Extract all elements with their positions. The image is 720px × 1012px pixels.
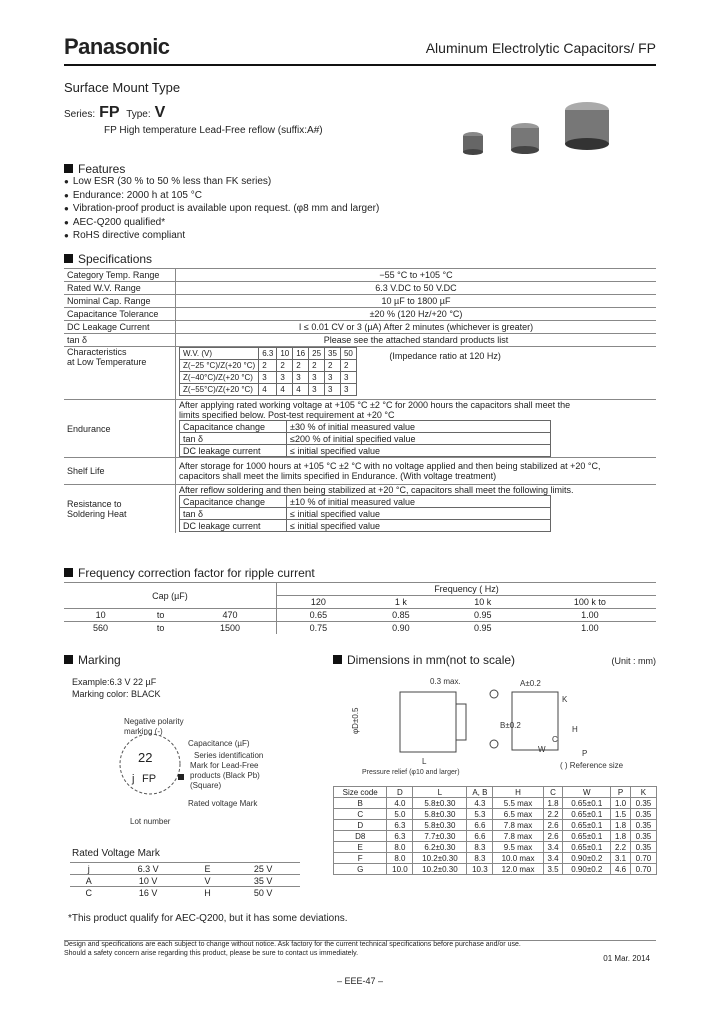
table-row: Capacitance Tolerance ±20 % (120 Hz/+20 °C) xyxy=(64,308,656,321)
frequency-heading: Frequency correction factor for ripple current xyxy=(64,566,315,580)
svg-text:K: K xyxy=(562,695,568,704)
table-row: Rated W.V. Range 6.3 V.DC to 50 V.DC xyxy=(64,282,656,295)
low-temp-table: W.V. (V) 6.3 10 16 25 35 50 Z(−25 °C)/Z(+20 °C) 2 2 2 2 2 2 Z(−40°C)/Z(+20 °C) 3 3 3 3 3 3 Z(−55°C)/Z(+20 °C) 4 4 4 3 3 3 xyxy=(179,347,357,396)
table-row: G 10.0 10.2±0.30 10.3 12.0 max 3.5 0.90±0.2 4.6 0.70 xyxy=(334,864,657,875)
specifications-table xyxy=(64,268,656,533)
table-row: F 8.0 10.2±0.30 8.3 10.0 max 3.4 0.90±0.2 3.1 0.70 xyxy=(334,853,657,864)
table-row: C 5.0 5.8±0.30 5.3 6.5 max 2.2 0.65±0.1 1.5 0.35 xyxy=(334,809,657,820)
table-row: B 4.0 5.8±0.30 4.3 5.5 max 1.8 0.65±0.1 1.0 0.35 xyxy=(334,798,657,809)
issue-date: 01 Mar. 2014 xyxy=(603,954,650,963)
marking-heading: Marking xyxy=(64,653,121,667)
svg-text:marking (-): marking (-) xyxy=(124,727,163,736)
svg-text:C: C xyxy=(552,735,558,744)
table-row: D 6.3 5.8±0.30 6.6 7.8 max 2.6 0.65±0.1 1.8 0.35 xyxy=(334,820,657,831)
dimension-diagram xyxy=(340,672,656,776)
svg-text:0.3 max.: 0.3 max. xyxy=(430,677,461,686)
table-row: D8 6.3 7.7±0.30 6.6 7.8 max 2.6 0.65±0.1 1.8 0.35 xyxy=(334,831,657,842)
list-item: ● Vibration-proof product is available upon request. (φ8 mm and larger) xyxy=(64,202,379,216)
page-number: – EEE-47 – xyxy=(336,976,384,986)
table-row: Shelf Life After storage for 1000 hours at +105 °C ±2 °C with no voltage applied and then being stabilized at +20 °C, capacitors shall meet the limits specified in Endurance. (With voltage treatment) xyxy=(64,458,656,485)
svg-text:FP: FP xyxy=(142,773,157,785)
brand-logo: Panasonic xyxy=(64,34,170,59)
table-row: A 10 V V 35 V xyxy=(70,875,300,887)
list-item: ● Endurance: 2000 h at 105 °C xyxy=(64,189,379,203)
dimensions-table: Size code D L A, B H C W P K B 4.0 5.8±0.30 4.3 5.5 max 1.8 0.65±0.1 1.0 0.35 C 5.0 5.8±0.30 5.3 6.5 max 2.2 0.65±0.1 1.5 0.35 D 6.3 5.8±0.30 6.6 7.8 max 2.6 0.65±0.1 1.8 0.35 D8 6.3 7.7±0.30 6.6 7.8 max 2.6 0.65±0.1 1.8 0.35 E 8.0 6.2±0.30 8.3 9.5 max 3.4 0.65±0.1 2.2 0.35 F 8.0 10.2±0.30 8.3 10.0 max 3.4 0.90±0.2 3.1 0.70 G 10.0 10.2±0.30 10.3 12.0 max 3.5 0.90±0.2 4.6 0.70 xyxy=(333,786,657,875)
table-row: tan δ Please see the attached standard products list xyxy=(64,334,656,347)
table-row: Category Temp. Range −55 °C to +105 °C xyxy=(64,269,656,282)
svg-text:Negative polarity: Negative polarity xyxy=(124,717,184,726)
frequency-table: Cap (µF) Frequency ( Hz) 120 1 k 10 k 100 k to 10 to 470 0.65 0.85 0.95 1.00 560 to 1500 0.75 0.90 0.95 1.00 xyxy=(64,582,656,634)
table-row: Endurance After applying rated working voltage at +105 °C ±2 °C for 2000 hours the capacitors shall meet the limits specified below. Post-test requirement at +20 °C Capacitance change ±30 % of initial measured value tan δ ≤200 % of initial specified value DC leakage current ≤ initial specified value xyxy=(64,400,656,458)
svg-text:j: j xyxy=(132,773,135,785)
table-row: Resistance to Soldering Heat After reflow soldering and then being stabilized at +20 °C, capacitors shall meet the following limits. Capacitance change ±10 % of initial measured value tan δ ≤ initial specified value DC leakage current ≤ initial specified value xyxy=(64,485,656,534)
svg-text:P: P xyxy=(582,749,588,758)
svg-text:Series identification: Series identification xyxy=(194,751,264,760)
svg-text:Pressure relief (φ10 and large: Pressure relief (φ10 and larger) xyxy=(362,769,460,776)
aec-note: *This product qualify for AEC-Q200, but it has some deviations. xyxy=(68,913,348,924)
specifications-heading: Specifications xyxy=(64,252,152,266)
svg-text:products (Black Pb): products (Black Pb) xyxy=(190,771,260,780)
svg-text:φD±0.5: φD±0.5 xyxy=(351,707,360,734)
table-row: 560 to 1500 0.75 0.90 0.95 1.00 xyxy=(64,622,656,635)
features-heading: Features xyxy=(64,162,125,176)
rated-voltage-heading: Rated Voltage Mark xyxy=(72,848,160,859)
table-row: j 6.3 V E 25 V xyxy=(70,863,300,875)
table-row: DC Leakage Current I ≤ 0.01 CV or 3 (µA) After 2 minutes (whichever is greater) xyxy=(64,321,656,334)
list-item: ● AEC-Q200 qualified* xyxy=(64,216,379,230)
marking-diagram xyxy=(110,716,300,836)
marking-example: Example:6.3 V 22 µF Marking color: BLACK xyxy=(72,677,161,699)
table-row: E 8.0 6.2±0.30 8.3 9.5 max 3.4 0.65±0.1 2.2 0.35 xyxy=(334,842,657,853)
svg-text:Lot number: Lot number xyxy=(130,817,171,826)
unit-label: (Unit : mm) xyxy=(611,656,656,666)
product-photo xyxy=(455,92,625,162)
product-subtitle: FP High temperature Lead-Free reflow (suffix:A#) xyxy=(104,125,323,136)
table-row: C 16 V H 50 V xyxy=(70,887,300,899)
type-heading: Surface Mount Type xyxy=(64,80,181,95)
dimensions-heading: Dimensions in mm(not to scale) xyxy=(333,653,515,667)
svg-text:A±0.2: A±0.2 xyxy=(520,679,541,688)
svg-text:22: 22 xyxy=(138,750,153,765)
soldering-table: Capacitance change ±10 % of initial measured value tan δ ≤ initial specified value DC leakage current ≤ initial specified value xyxy=(179,495,551,532)
series-line: Series: FP Type: V xyxy=(64,104,166,121)
table-row: Nominal Cap. Range 10 µF to 1800 µF xyxy=(64,295,656,308)
svg-text:Rated voltage Mark: Rated voltage Mark xyxy=(188,799,258,808)
svg-text:L: L xyxy=(422,757,427,766)
table-row: Characteristics at Low Temperature W.V. (V) 6.3 10 16 25 35 50 Z(−25 °C)/Z(+20 °C) 2 2 2 2 2 2 Z(−40°C)/Z(+20 °C) 3 3 3 3 3 3 Z(−55°C)/Z(+20 °C) 4 4 4 3 3 3 (Impedance ratio at 120 Hz) xyxy=(64,347,656,400)
svg-text:H: H xyxy=(572,725,578,734)
list-item: ● RoHS directive compliant xyxy=(64,229,379,243)
svg-text:W: W xyxy=(538,745,546,754)
footer-disclaimer: Design and specifications are each subject to change without notice. Ask factory for the current technical specifications before purchase and/or use. Should a safety concern arise regarding this product, please be sure to contact us immediately. xyxy=(64,941,521,957)
document-title: Aluminum Electrolytic Capacitors/ FP xyxy=(425,40,656,56)
header-rule xyxy=(64,64,656,66)
svg-text:( ) Reference size: ( ) Reference size xyxy=(560,761,624,770)
svg-text:(Square): (Square) xyxy=(190,781,222,790)
rated-voltage-table xyxy=(70,862,300,898)
table-row: 10 to 470 0.65 0.85 0.95 1.00 xyxy=(64,609,656,622)
svg-text:Mark for Lead-Free: Mark for Lead-Free xyxy=(190,761,259,770)
features-list xyxy=(64,175,379,243)
svg-text:B±0.2: B±0.2 xyxy=(500,721,521,730)
svg-text:Capacitance (µF): Capacitance (µF) xyxy=(188,739,250,748)
list-item: ● Low ESR (30 % to 50 % less than FK series) xyxy=(64,175,379,189)
endurance-table: Capacitance change ±30 % of initial measured value tan δ ≤200 % of initial specified value DC leakage current ≤ initial specified value xyxy=(179,420,551,457)
